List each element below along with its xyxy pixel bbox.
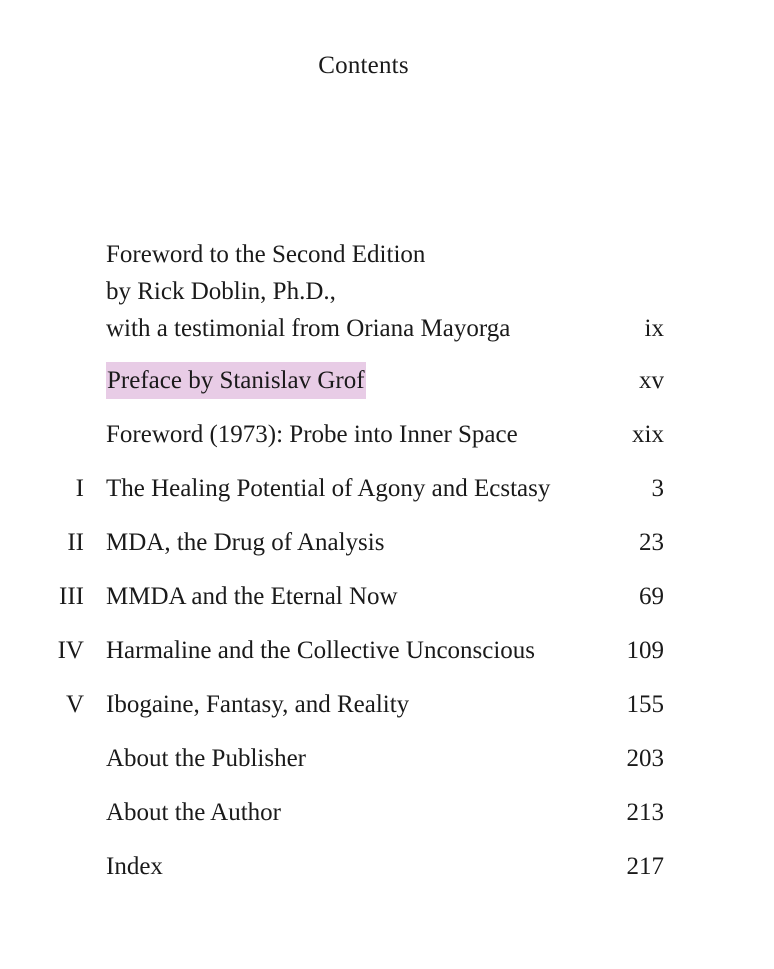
toc-entry-foreword-1973[interactable] bbox=[0, 416, 774, 453]
toc-entry-title bbox=[106, 470, 550, 507]
toc-entry-page: 109 bbox=[626, 637, 664, 664]
page-title: Contents bbox=[318, 52, 409, 79]
toc-entry-preface[interactable] bbox=[0, 362, 774, 399]
toc-entry-title-line: Foreword (1973): Probe into Inner Space bbox=[106, 421, 518, 448]
toc-entry-title-line: MMDA and the Eternal Now bbox=[106, 583, 398, 610]
toc-entry-title-line: MDA, the Drug of Analysis bbox=[106, 529, 385, 556]
toc-entry-chapter-5[interactable] bbox=[0, 686, 774, 723]
toc-entry-index[interactable] bbox=[0, 848, 774, 885]
toc-entry-number: I bbox=[75, 475, 84, 502]
toc-entry-title bbox=[106, 416, 518, 453]
toc-entry-chapter-3[interactable] bbox=[0, 578, 774, 615]
toc-entry-title bbox=[106, 686, 409, 723]
toc-entry-chapter-2[interactable] bbox=[0, 524, 774, 561]
toc-entry-title bbox=[106, 632, 535, 669]
toc-entry-number: V bbox=[65, 691, 84, 718]
toc-entry-title-line: Ibogaine, Fantasy, and Reality bbox=[106, 691, 410, 718]
toc-entry-title-line: About the Author bbox=[106, 799, 281, 826]
toc-entry-about-publisher[interactable] bbox=[0, 740, 774, 777]
toc-entry-title-line: Harmaline and the Collective Unconscious bbox=[106, 637, 536, 664]
toc-entry-page: 69 bbox=[639, 583, 664, 610]
toc-entry-title bbox=[106, 236, 510, 347]
toc-entry-page: ix bbox=[644, 315, 664, 342]
toc-entry-title-line: Foreword to the Second Edition bbox=[106, 241, 426, 268]
toc-entry-chapter-1[interactable] bbox=[0, 470, 774, 507]
toc-entry-title bbox=[106, 848, 163, 885]
toc-entry-foreword-second-edition[interactable] bbox=[0, 236, 774, 347]
toc-entry-title-line: About the Publisher bbox=[106, 745, 306, 772]
toc-entry-number: IV bbox=[57, 637, 84, 664]
toc-entry-number: II bbox=[67, 529, 84, 556]
toc-entry-title-line: The Healing Potential of Agony and Ecstasy bbox=[106, 475, 551, 502]
toc-entry-chapter-4[interactable] bbox=[0, 632, 774, 669]
toc-entry-page: 217 bbox=[626, 853, 664, 880]
toc-entry-title bbox=[106, 524, 384, 561]
toc-entry-page: 155 bbox=[626, 691, 664, 718]
toc-entry-title-line: Index bbox=[106, 853, 163, 880]
toc-entry-about-author[interactable] bbox=[0, 794, 774, 831]
toc-entry-title-line: Preface by Stanislav Grof bbox=[106, 362, 366, 399]
toc-entry-page: xv bbox=[639, 367, 664, 394]
toc-entry-page: 23 bbox=[639, 529, 664, 556]
toc-entry-title bbox=[106, 362, 366, 399]
toc-entry-page: 3 bbox=[651, 475, 664, 502]
toc-entry-title bbox=[106, 578, 398, 615]
toc-entry-page: 213 bbox=[626, 799, 664, 826]
toc-entry-title bbox=[106, 740, 306, 777]
toc-entry-title-line: by Rick Doblin, Ph.D., bbox=[106, 278, 336, 305]
toc-entry-title bbox=[106, 794, 281, 831]
toc-entry-title-line: with a testimonial from Oriana Mayorga bbox=[106, 315, 511, 342]
toc-entry-page: xix bbox=[632, 421, 664, 448]
toc-entry-page: 203 bbox=[626, 745, 664, 772]
toc-entry-number: III bbox=[59, 583, 84, 610]
